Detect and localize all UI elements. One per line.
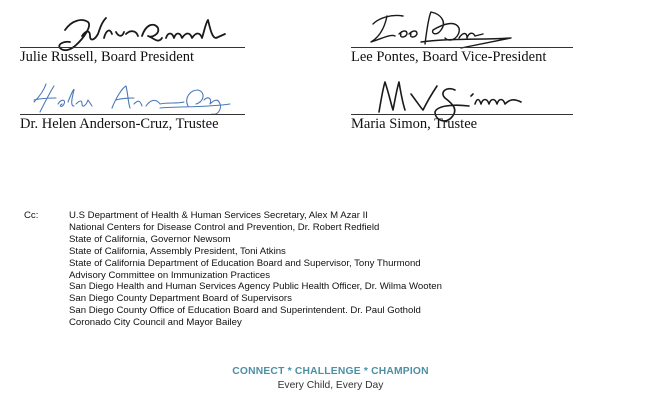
cc-recipient: State of California Department of Education Board and Supervisor, Tony Thurmond <box>69 257 421 269</box>
signature-line <box>20 47 245 48</box>
cc-recipient-list <box>69 210 442 329</box>
signature-line <box>351 47 573 48</box>
cc-recipient: San Diego County Department Board of Supervisors <box>69 293 292 305</box>
signatory-name: Maria Simon, Trustee <box>351 116 478 132</box>
cc-recipient: State of California, Assembly President, Toni Atkins <box>69 245 286 257</box>
cc-recipient: U.S Department of Health & Human Services Secretary, Alex M Azar II <box>69 210 368 221</box>
footer-tagline: Every Child, Every Day <box>277 380 384 391</box>
footer-motto: CONNECT * CHALLENGE * CHAMPION <box>232 366 429 377</box>
signature-line <box>351 114 573 115</box>
cc-recipient: San Diego County Office of Education Board and Superintendent. Dr. Paul Gothold <box>69 305 421 317</box>
cc-recipient: San Diego Health and Human Services Agency Public Health Officer, Dr. Wilma Wooten <box>69 281 442 293</box>
cc-recipient: Advisory Committee on Immunization Practices <box>69 269 271 281</box>
signature-line <box>20 114 245 115</box>
cc-recipient: Coronado City Council and Mayor Bailey <box>69 317 242 329</box>
cc-recipient: National Centers for Disease Control and Prevention, Dr. Robert Redfield <box>69 221 380 233</box>
signatory-name: Julie Russell, Board President <box>20 49 194 65</box>
signatory-name: Lee Pontes, Board Vice-President <box>351 49 547 65</box>
cc-recipient: State of California, Governor Newsom <box>69 233 231 245</box>
cc-label: Cc: <box>24 210 39 221</box>
signatory-name: Dr. Helen Anderson-Cruz, Trustee <box>20 116 219 132</box>
